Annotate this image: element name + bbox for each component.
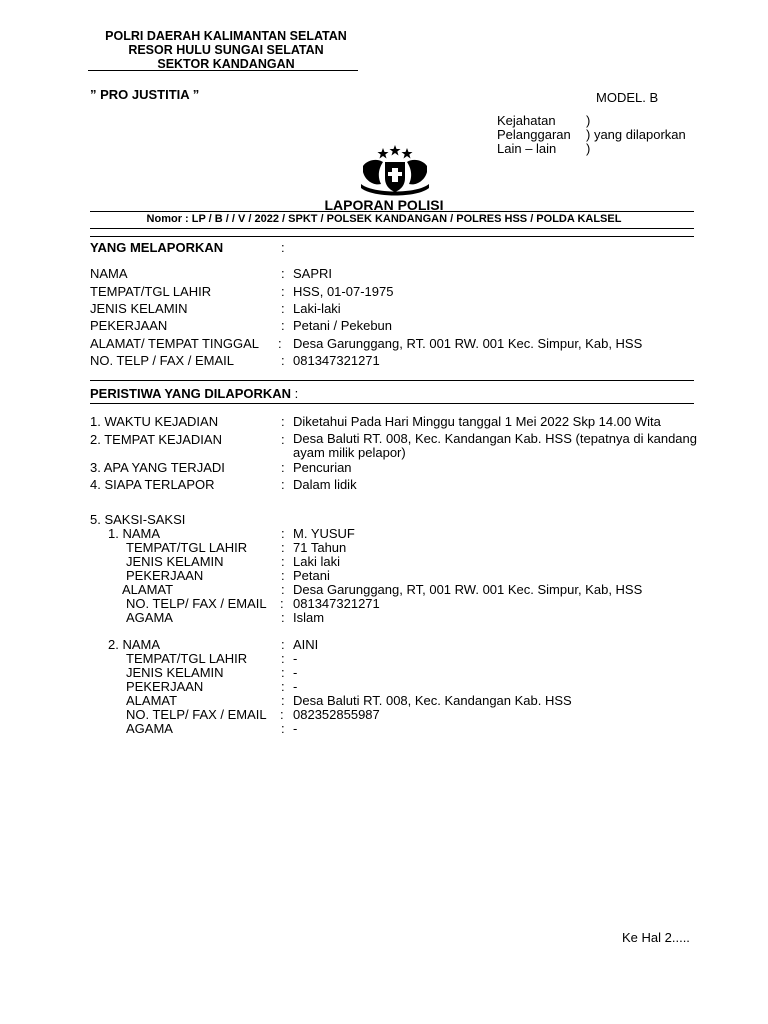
- field-label: TEMPAT/TGL LAHIR: [90, 284, 212, 299]
- field-label: 1. NAMA: [108, 526, 161, 541]
- colon: :: [281, 651, 285, 666]
- field-label: 2. NAMA: [108, 637, 161, 652]
- field-label: PEKERJAAN: [90, 318, 168, 333]
- field-label: NAMA: [90, 266, 128, 281]
- colon: :: [281, 637, 285, 652]
- pro-justitia: ” PRO JUSTITIA ”: [90, 87, 200, 102]
- colon: :: [281, 665, 285, 680]
- section-heading-text: PERISTIWA YANG DILAPORKAN: [90, 386, 292, 401]
- colon: :: [281, 284, 285, 299]
- colon: :: [281, 582, 285, 597]
- field-label: TEMPAT/TGL LAHIR: [126, 651, 248, 666]
- field-value: Petani / Pekebun: [293, 318, 393, 333]
- colon: :: [281, 414, 285, 429]
- colon: :: [281, 693, 285, 708]
- divider: [90, 403, 694, 404]
- field-label: ALAMAT: [122, 582, 174, 597]
- field-value: Laki-laki: [293, 301, 341, 316]
- field-value: Petani: [293, 568, 330, 583]
- category-kejahatan: Kejahatan: [497, 113, 556, 128]
- colon: :: [281, 240, 285, 255]
- colon: :: [281, 353, 285, 368]
- item-value: Pencurian: [293, 460, 352, 475]
- category-paren-3: ): [586, 141, 591, 156]
- colon: :: [281, 432, 285, 447]
- field-value: -: [293, 665, 298, 680]
- colon: :: [280, 596, 284, 611]
- colon: :: [281, 610, 285, 625]
- field-value: M. YUSUF: [293, 526, 355, 541]
- field-label: PEKERJAAN: [126, 679, 204, 694]
- colon: :: [294, 386, 299, 401]
- header-line-2: RESOR HULU SUNGAI SELATAN: [128, 43, 324, 57]
- category-pelanggaran: Pelanggaran: [497, 127, 571, 142]
- section-heading-pelapor: YANG MELAPORKAN: [90, 240, 224, 255]
- header-line-1: POLRI DAERAH KALIMANTAN SELATAN: [105, 29, 347, 43]
- colon: :: [281, 568, 285, 583]
- field-label: JENIS KELAMIN: [126, 554, 224, 569]
- field-value: Desa Garunggang, RT. 001 RW. 001 Kec. Simpur, Kab, HSS: [293, 336, 643, 351]
- item-label: 4. SIAPA TERLAPOR: [90, 477, 215, 492]
- field-value: HSS, 01-07-1975: [293, 284, 394, 299]
- field-label: AGAMA: [126, 721, 173, 736]
- report-number: Nomor : LP / B / / V / 2022 / SPKT / POLSEK KANDANGAN / POLRES HSS / POLDA KALSEL: [146, 213, 622, 225]
- field-value: 71 Tahun: [293, 540, 347, 555]
- saksi-heading: 5. SAKSI-SAKSI: [90, 512, 186, 527]
- colon: :: [278, 336, 282, 351]
- item-label: 1. WAKTU KEJADIAN: [90, 414, 219, 429]
- section-heading-peristiwa: [90, 386, 298, 401]
- document-title: LAPORAN POLISI: [324, 197, 444, 213]
- police-emblem-icon: [353, 144, 437, 200]
- field-label: JENIS KELAMIN: [90, 301, 188, 316]
- field-label: NO. TELP/ FAX / EMAIL: [126, 596, 267, 611]
- field-label: NO. TELP/ FAX / EMAIL: [126, 707, 267, 722]
- category-paren-1: ): [586, 113, 591, 128]
- item-value: Desa Baluti RT. 008, Kec. Kandangan Kab. HSS (tepatnya di kandang ayam milik pelapor): [293, 431, 697, 460]
- category-paren-2: ) yang dilaporkan: [586, 127, 686, 142]
- colon: :: [280, 707, 284, 722]
- divider: [90, 211, 694, 212]
- model-label: MODEL. B: [596, 90, 659, 105]
- item-value: Diketahui Pada Hari Minggu tanggal 1 Mei 2022 Skp 14.00 Wita: [293, 414, 661, 429]
- field-value: Desa Garunggang, RT, 001 RW. 001 Kec. Simpur, Kab, HSS: [293, 582, 643, 597]
- divider: [90, 228, 694, 229]
- field-value: -: [293, 721, 298, 736]
- divider: [90, 236, 694, 237]
- colon: :: [281, 460, 285, 475]
- field-label: ALAMAT: [126, 693, 178, 708]
- field-value: 081347321271: [293, 596, 380, 611]
- field-value: Desa Baluti RT. 008, Kec. Kandangan Kab. HSS: [293, 693, 572, 708]
- field-value: Laki laki: [293, 554, 340, 569]
- item-label: 2. TEMPAT KEJADIAN: [90, 432, 222, 447]
- field-label: TEMPAT/TGL LAHIR: [126, 540, 248, 555]
- field-value: -: [293, 651, 298, 666]
- item-label: 3. APA YANG TERJADI: [90, 460, 225, 475]
- page-continuation: Ke Hal 2.....: [622, 930, 690, 945]
- field-value: AINI: [293, 637, 319, 652]
- colon: :: [281, 477, 285, 492]
- colon: :: [281, 540, 285, 555]
- field-label: NO. TELP / FAX / EMAIL: [90, 353, 235, 368]
- field-value: -: [293, 679, 298, 694]
- field-value: 081347321271: [293, 353, 380, 368]
- divider: [90, 380, 694, 381]
- item-value: Dalam lidik: [293, 477, 357, 492]
- category-lain: Lain – lain: [497, 141, 557, 156]
- colon: :: [281, 526, 285, 541]
- field-value: SAPRI: [293, 266, 333, 281]
- colon: :: [281, 721, 285, 736]
- colon: :: [281, 679, 285, 694]
- colon: :: [281, 554, 285, 569]
- colon: :: [281, 301, 285, 316]
- colon: :: [281, 318, 285, 333]
- header-line-3: SEKTOR KANDANGAN: [157, 57, 295, 71]
- field-value: Islam: [293, 610, 325, 625]
- field-label: PEKERJAAN: [126, 568, 204, 583]
- field-label: ALAMAT/ TEMPAT TINGGAL: [90, 336, 260, 351]
- field-label: AGAMA: [126, 610, 173, 625]
- colon: :: [281, 266, 285, 281]
- header-underline: [88, 70, 358, 71]
- field-value: 082352855987: [293, 707, 380, 722]
- field-label: JENIS KELAMIN: [126, 665, 224, 680]
